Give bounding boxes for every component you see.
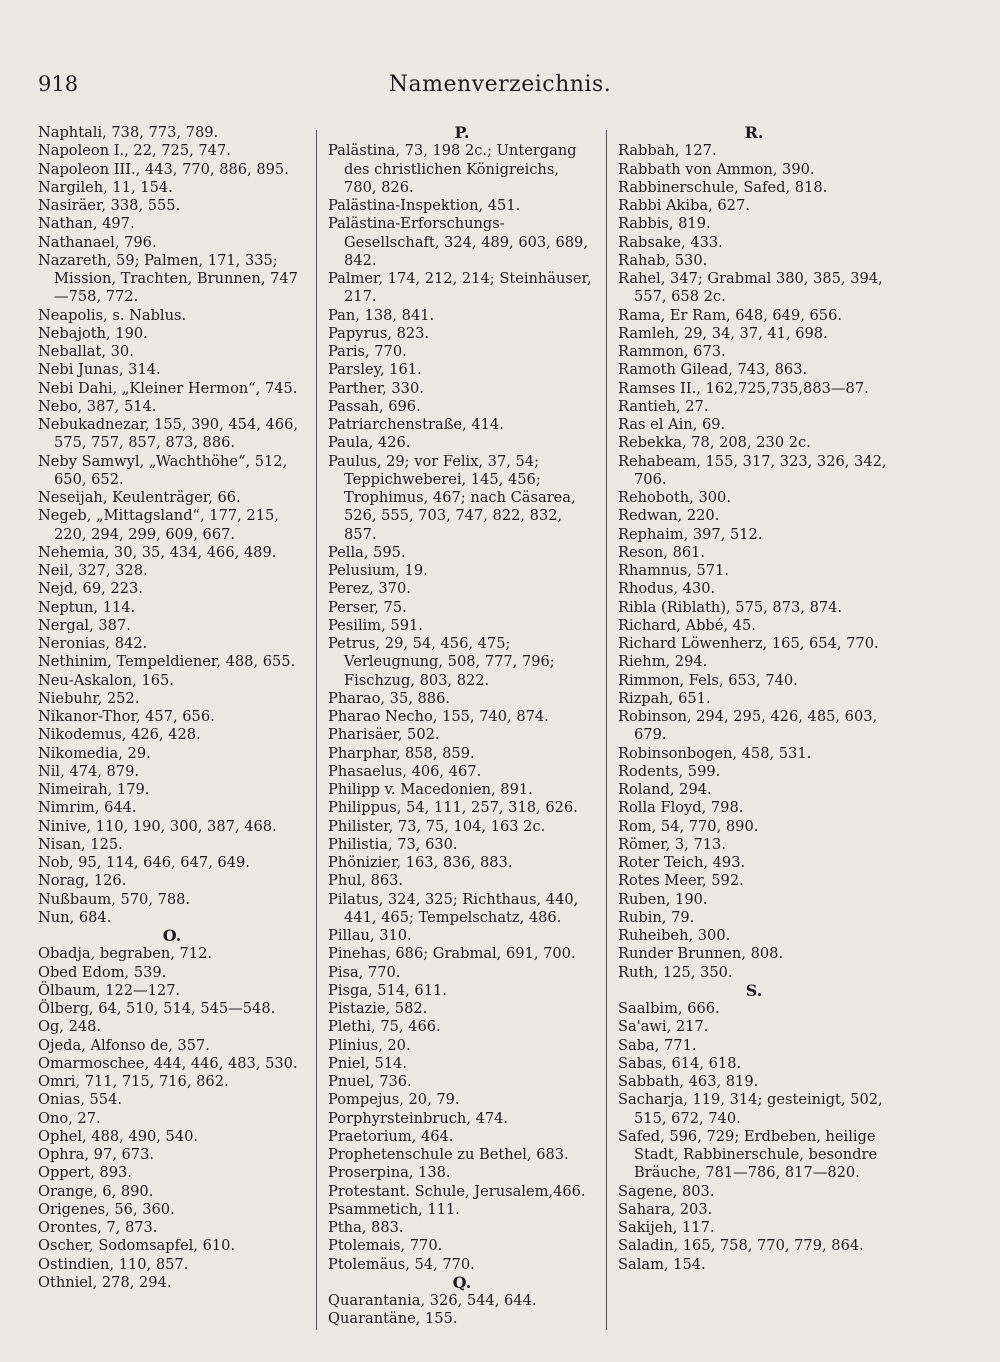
index-entry: Oscher, Sodomsapfel, 610. (38, 1237, 236, 1255)
index-entry: Salam, 154. (618, 1255, 706, 1273)
index-entry: Ptolemais, 770. (328, 1237, 443, 1255)
index-entry: Perez, 370. (328, 580, 411, 598)
index-entry: Palästina-Erforschungs-Gesellschaft, 324, 489, 603, 689, 842. (328, 215, 588, 269)
index-entry: Pisga, 514, 611. (328, 981, 447, 999)
index-entry: Runder Brunnen, 808. (618, 945, 784, 963)
column-divider (316, 130, 317, 1330)
index-entry: Rom, 54, 770, 890. (618, 817, 759, 835)
index-entry: Roter Teich, 493. (618, 854, 746, 871)
index-entry: Plethi, 75, 466. (328, 1018, 441, 1036)
index-entry: Richard Löwenherz, 165, 654, 770. (618, 635, 879, 652)
index-entry: Ono, 27. (38, 1109, 101, 1127)
index-entry: Ostindien, 110, 857. (38, 1255, 189, 1273)
index-entry: Nimeirah, 179. (38, 781, 150, 798)
index-entry: Ptha, 883. (328, 1219, 404, 1236)
index-entry: Rama, Er Ram, 648, 649, 656. (618, 306, 843, 324)
index-entry: Napoleon I., 22, 725, 747. (38, 142, 231, 160)
index-entry: Robinsonbogen, 458, 531. (618, 744, 812, 762)
index-entry: Nargileh, 11, 154. (38, 178, 173, 196)
index-entry: Phönizier, 163, 836, 883. (328, 854, 513, 871)
index-entry: Proserpina, 138. (328, 1164, 451, 1182)
index-entry: Nazareth, 59; Palmen, 171, 335; Mission, Trachten, Brunnen, 747 —758, 772. (38, 251, 298, 306)
index-entry: Perser, 75. (328, 598, 407, 616)
index-entry: Praetorium, 464. (328, 1127, 454, 1145)
index-entry: Pnuel, 736. (328, 1073, 412, 1090)
index-entry: Pniel, 514. (328, 1054, 407, 1072)
index-entry: Nejd, 69, 223. (38, 580, 143, 598)
index-entry: Ojeda, Alfonso de, 357. (38, 1036, 210, 1054)
index-entry: Nebi Dahi, „Kleiner Hermon“, 745. (38, 379, 298, 397)
index-entry: Origenes, 56, 360. (38, 1200, 175, 1218)
index-entry: Nikomedia, 29. (38, 744, 151, 762)
index-entry: Nehemia, 30, 35, 434, 466, 489. (38, 543, 277, 561)
index-entry: Paulus, 29; vor Felix, 37, 54; Teppichweberei, 145, 456; Trophimus, 467; nach Cäsarea, 526, 555, 703, 747, 822, 832, 857. (328, 452, 576, 543)
index-entry: Quarantania, 326, 544, 644. (328, 1292, 537, 1309)
index-entry: Rebekka, 78, 208, 230 2c. (618, 434, 811, 452)
index-entry: Rabsake, 433. (618, 233, 723, 251)
section-letter: R. (744, 123, 764, 142)
index-entry: Rehabeam, 155, 317, 323, 326, 342, 706. (618, 452, 887, 488)
index-entry: Saalbim, 666. (618, 1000, 720, 1017)
index-entry: Rabbi Akiba, 627. (618, 197, 750, 214)
index-entry: Rahel, 347; Grabmal 380, 385, 394, 557, 658 2c. (618, 270, 883, 306)
index-entry: Nisan, 125. (38, 835, 123, 853)
index-entry: Obed Edom, 539. (38, 963, 167, 981)
index-entry: Palästina, 73, 198 2c.; Untergang des christlichen Königreichs, 780, 826. (328, 142, 577, 196)
index-entry: Roland, 294. (618, 781, 712, 798)
index-entry: Rotes Meer, 592. (618, 872, 744, 890)
section-letter: O. (162, 926, 182, 945)
index-entry: Sabbath, 463, 819. (618, 1073, 759, 1090)
index-entry: Ribla (Riblath), 575, 873, 874. (618, 598, 843, 616)
index-entry: Nebi Junas, 314. (38, 361, 161, 379)
index-entry: Nathan, 497. (38, 215, 135, 233)
index-column-left (38, 124, 306, 1292)
page-number: 918 (38, 72, 79, 96)
index-entry: Ölberg, 64, 510, 514, 545—548. (38, 1000, 276, 1017)
index-entry: Nebukadnezar, 155, 390, 454, 466, 575, 757, 857, 873, 886. (38, 416, 299, 452)
index-entry: Rephaim, 397, 512. (618, 525, 763, 543)
index-entry: Passah, 696. (328, 397, 421, 415)
index-entry: Sakijeh, 117. (618, 1219, 715, 1236)
index-entry: Pharisäer, 502. (328, 726, 440, 744)
index-entry: Sagene, 803. (618, 1182, 715, 1200)
section-letter: P. (454, 123, 470, 142)
index-column-middle (328, 124, 596, 1329)
index-entry: Rimmon, Fels, 653, 740. (618, 671, 798, 689)
section-letter: Q. (452, 1272, 472, 1292)
index-entry: Orontes, 7, 873. (38, 1219, 158, 1236)
index-entry: Pisa, 770. (328, 963, 401, 981)
index-entry: Omri, 711, 715, 716, 862. (38, 1073, 229, 1090)
index-entry: Protestant. Schule, Jerusalem,466. (328, 1182, 586, 1200)
index-entry: Pilatus, 324, 325; Richthaus, 440, 441, 465; Tempelschatz, 486. (328, 890, 579, 926)
index-entry: Naphtali, 738, 773, 789. (38, 124, 219, 141)
index-entry: Pan, 138, 841. (328, 306, 435, 324)
index-entry: Römer, 3, 713. (618, 835, 726, 853)
index-entry: Pistazie, 582. (328, 1000, 428, 1017)
index-entry: Paula, 426. (328, 434, 411, 452)
index-entry: Nebo, 387, 514. (38, 397, 157, 415)
index-entry: Neapolis, s. Nablus. (38, 306, 187, 324)
index-entry: Sahara, 203. (618, 1200, 713, 1218)
index-entry: Nethinim, Tempeldiener, 488, 655. (38, 653, 296, 671)
index-entry: Richard, Abbé, 45. (618, 616, 756, 634)
index-entry: Reson, 861. (618, 543, 706, 561)
index-entry: Rhodus, 430. (618, 580, 716, 598)
index-entry: Rehoboth, 300. (618, 489, 731, 506)
index-entry: Neballat, 30. (38, 343, 134, 360)
index-entry: Ruth, 125, 350. (618, 963, 733, 981)
index-entry: Philistia, 73, 630. (328, 835, 458, 853)
index-entry: Philippus, 54, 111, 257, 318, 626. (328, 799, 578, 817)
index-entry: Obadja, begraben, 712. (38, 945, 212, 963)
index-entry: Nun, 684. (38, 908, 112, 926)
index-entry: Pharphar, 858, 859. (328, 744, 475, 762)
index-entry: Ptolemäus, 54, 770. (328, 1255, 475, 1273)
index-entry: Negeb, „Mittagsland“, 177, 215, 220, 294, 299, 609, 667. (38, 507, 279, 543)
index-entry: Pelusium, 19. (328, 562, 428, 579)
index-entry: Rammon, 673. (618, 343, 726, 360)
index-entry: Nathanael, 796. (38, 233, 157, 251)
index-entry: Othniel, 278, 294. (38, 1273, 172, 1291)
index-entry: Orange, 6, 890. (38, 1182, 154, 1200)
index-entry: Safed, 596, 729; Erdbeben, heilige Stadt, Rabbinerschule, besondre Bräuche, 781—786, 817—820. (618, 1127, 878, 1182)
index-entry: Rhamnus, 571. (618, 562, 729, 579)
index-entry: Petrus, 29, 54, 456, 475; Verleugnung, 508, 777, 796; Fischzug, 803, 822. (328, 635, 555, 689)
index-entry: Phul, 863. (328, 872, 404, 890)
index-entry: Neronias, 842. (38, 635, 148, 652)
index-entry: Niebuhr, 252. (38, 689, 140, 707)
index-entry: Quarantäne, 155. (328, 1310, 458, 1328)
index-entry: Rabbinerschule, Safed, 818. (618, 178, 828, 196)
index-entry: Nob, 95, 114, 646, 647, 649. (38, 854, 250, 871)
index-entry: Rizpah, 651. (618, 689, 711, 707)
index-entry: Pompejus, 20, 79. (328, 1091, 460, 1109)
index-entry: Rodents, 599. (618, 762, 721, 780)
index-entry: Neil, 327, 328. (38, 562, 148, 579)
index-entry: Nebajoth, 190. (38, 324, 148, 342)
index-entry: Rabbah, 127. (618, 142, 717, 160)
index-entry: Parsley, 161. (328, 361, 422, 379)
index-entry: Porphyrsteinbruch, 474. (328, 1109, 509, 1127)
index-entry: Ras el Ain, 69. (618, 416, 726, 433)
index-entry: Ramoth Gilead, 743, 863. (618, 361, 808, 379)
index-entry: Philister, 73, 75, 104, 163 2c. (328, 817, 546, 835)
index-entry: Papyrus, 823. (328, 324, 430, 342)
index-entry: Parther, 330. (328, 379, 424, 397)
index-entry: Pesilim, 591. (328, 616, 423, 634)
index-entry: Norag, 126. (38, 872, 127, 890)
index-entry: Sabas, 614, 618. (618, 1054, 742, 1072)
index-entry: Neptun, 114. (38, 598, 136, 616)
index-entry: Patriarchenstraße, 414. (328, 416, 504, 433)
index-entry: Palästina-Inspektion, 451. (328, 197, 521, 214)
index-entry: Ninive, 110, 190, 300, 387, 468. (38, 817, 277, 835)
index-entry: Pella, 595. (328, 543, 406, 561)
index-entry: Napoleon III., 443, 770, 886, 895. (38, 160, 289, 178)
index-entry: Pharao, 35, 886. (328, 689, 451, 707)
index-entry: Plinius, 20. (328, 1036, 411, 1054)
index-entry: Paris, 770. (328, 343, 407, 360)
index-entry: Neby Samwyl, „Wachthöhe“, 512, 650, 652. (38, 452, 288, 488)
index-entry: Neu-Askalon, 165. (38, 671, 174, 689)
index-entry: Rolla Floyd, 798. (618, 799, 744, 817)
index-entry: Ölbaum, 122—127. (38, 981, 181, 999)
index-entry: Palmer, 174, 212, 214; Steinhäuser, 217. (328, 270, 592, 306)
index-entry: Rabbis, 819. (618, 215, 711, 233)
index-entry: Pillau, 310. (328, 927, 412, 944)
section-letter: S. (745, 980, 763, 1000)
index-entry: Omarmoschee, 444, 446, 483, 530. (38, 1054, 298, 1072)
index-entry: Og, 248. (38, 1018, 102, 1036)
index-entry: Robinson, 294, 295, 426, 485, 603, 679. (618, 708, 878, 744)
index-entry: Nikanor-Thor, 457, 656. (38, 708, 215, 725)
index-entry: Rantieh, 27. (618, 397, 709, 415)
index-entry: Neseijah, Keulenträger, 66. (38, 489, 241, 506)
index-entry: Rubin, 79. (618, 908, 695, 926)
index-entry: Rahab, 530. (618, 251, 708, 269)
index-entry: Saladin, 165, 758, 770, 779, 864. (618, 1237, 864, 1255)
index-entry: Ophel, 488, 490, 540. (38, 1127, 199, 1145)
index-entry: Pinehas, 686; Grabmal, 691, 700. (328, 945, 576, 963)
index-entry: Pharao Necho, 155, 740, 874. (328, 708, 549, 725)
index-entry: Nergal, 387. (38, 616, 131, 634)
column-divider (606, 130, 607, 1330)
index-entry: Saba, 771. (618, 1036, 697, 1054)
index-entry: Nußbaum, 570, 788. (38, 890, 191, 908)
index-entry: Nimrim, 644. (38, 799, 137, 817)
index-entry: Ramleh, 29, 34, 37, 41, 698. (618, 324, 828, 342)
index-entry: Oppert, 893. (38, 1164, 132, 1182)
index-entry: Nil, 474, 879. (38, 762, 140, 780)
index-entry: Rabbath von Ammon, 390. (618, 160, 815, 178)
index-entry: Ophra, 97, 673. (38, 1146, 155, 1163)
index-entry: Ruheibeh, 300. (618, 927, 731, 944)
index-entry: Nasiräer, 338, 555. (38, 197, 181, 214)
index-entry: Philipp v. Macedonien, 891. (328, 781, 533, 798)
index-entry: Sacharja, 119, 314; gesteinigt, 502, 515, 672, 740. (618, 1091, 883, 1127)
index-entry: Psammetich, 111. (328, 1200, 460, 1218)
index-column-right (618, 124, 890, 1274)
index-entry: Phasaelus, 406, 467. (328, 762, 482, 780)
index-entry: Sa'awi, 217. (618, 1018, 709, 1036)
index-entry: Prophetenschule zu Bethel, 683. (328, 1146, 569, 1163)
index-entry: Redwan, 220. (618, 507, 720, 525)
index-entry: Onias, 554. (38, 1091, 122, 1109)
running-head: Namenverzeichnis. (388, 72, 612, 97)
index-entry: Riehm, 294. (618, 653, 708, 671)
index-entry: Ramses II., 162,725,735,883—87. (618, 379, 869, 397)
index-entry: Ruben, 190. (618, 890, 708, 908)
index-entry: Nikodemus, 426, 428. (38, 726, 201, 744)
